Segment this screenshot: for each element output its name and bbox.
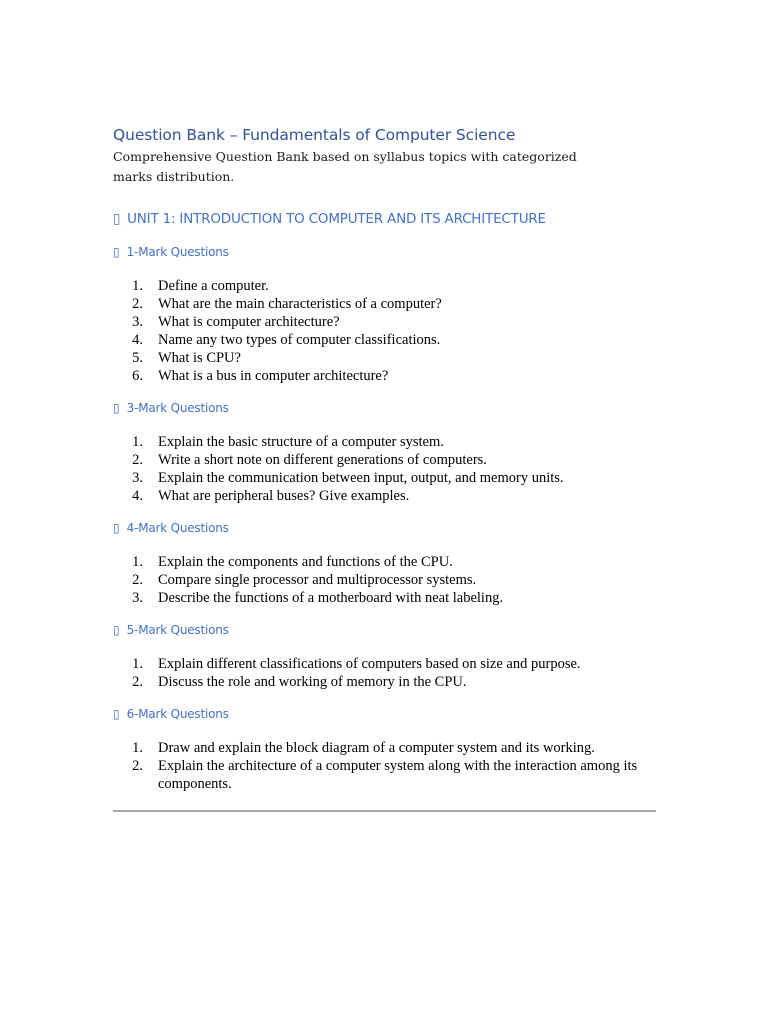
section-3-mark <box>113 399 658 505</box>
question-text: Write a short note on different generations of computers. <box>158 452 487 468</box>
list-item: 1. Explain the basic structure of a computer system. <box>132 434 444 450</box>
question-text: Explain the communication between input, output, and memory units. <box>158 470 564 486</box>
list-item: 2. What are the main characteristics of a computer? <box>132 296 442 312</box>
list-item: 1. Define a computer. <box>132 278 269 294</box>
list-item: 6. What is a bus in computer architecture? <box>132 368 389 384</box>
list-item: 2. Compare single processor and multiprocessor systems. <box>132 572 477 588</box>
question-list <box>113 277 658 385</box>
question-list <box>113 739 658 793</box>
list-item: 2. Explain the architecture of a computer system along with the interaction among its components. <box>132 758 638 792</box>
document-body <box>113 124 658 812</box>
section-glyph-icon: ▯ <box>113 623 120 637</box>
list-item: 1. Explain the components and functions of the CPU. <box>132 554 453 570</box>
question-text: Draw and explain the block diagram of a computer system and its working. <box>158 740 595 756</box>
question-text: Explain the basic structure of a computer system. <box>158 434 444 450</box>
section-6-mark <box>113 705 658 793</box>
list-item: 5. What is CPU? <box>132 350 241 366</box>
section-heading <box>113 399 658 417</box>
section-glyph-icon: ▯ <box>113 401 120 415</box>
question-list <box>113 553 658 607</box>
list-item: 4. Name any two types of computer classifications. <box>132 332 441 348</box>
question-text: Explain different classifications of computers based on size and purpose. <box>158 656 581 672</box>
document-title: Question Bank – Fundamentals of Computer Science <box>113 126 516 144</box>
section-heading <box>113 705 658 723</box>
section-heading <box>113 621 658 639</box>
section-heading <box>113 519 658 537</box>
section-heading-text: 5-Mark Questions <box>126 623 229 637</box>
list-item: 2. Write a short note on different generations of computers. <box>132 452 487 468</box>
question-list <box>113 655 658 691</box>
unit-heading <box>113 209 658 229</box>
question-text: What are the main characteristics of a computer? <box>158 296 442 312</box>
section-5-mark <box>113 621 658 691</box>
question-text: Discuss the role and working of memory in the CPU. <box>158 674 467 690</box>
question-text: Name any two types of computer classifications. <box>158 332 441 348</box>
question-text: Compare single processor and multiprocessor systems. <box>158 572 477 588</box>
question-text: Explain the components and functions of the CPU. <box>158 554 453 570</box>
question-text: Define a computer. <box>158 278 269 294</box>
question-text: Describe the functions of a motherboard with neat labeling. <box>158 590 504 606</box>
section-1-mark <box>113 243 658 385</box>
section-4-mark <box>113 519 658 607</box>
section-glyph-icon: ▯ <box>113 707 120 721</box>
question-text: What is computer architecture? <box>158 314 340 330</box>
question-text: What is CPU? <box>158 350 241 366</box>
list-item: 2. Discuss the role and working of memory in the CPU. <box>132 674 467 690</box>
question-text: Explain the architecture of a computer system along with the interaction among its components. <box>158 758 638 792</box>
list-item: 3. Describe the functions of a motherboard with neat labeling. <box>132 590 504 606</box>
section-heading-text: 3-Mark Questions <box>126 401 229 415</box>
list-item: 4. What are peripheral buses? Give examples. <box>132 488 410 504</box>
section-heading-text: 4-Mark Questions <box>126 521 229 535</box>
question-text: What are peripheral buses? Give examples. <box>158 488 410 504</box>
horizontal-rule <box>113 810 656 812</box>
section-heading-text: 1-Mark Questions <box>126 245 229 259</box>
list-item: 1. Draw and explain the block diagram of a computer system and its working. <box>132 740 595 756</box>
question-text: What is a bus in computer architecture? <box>158 368 389 384</box>
document-subtitle: Comprehensive Question Bank based on syllabus topics with categorized marks distribution. <box>113 149 577 184</box>
list-item: 1. Explain different classifications of computers based on size and purpose. <box>132 656 581 672</box>
section-heading-text: 6-Mark Questions <box>126 707 229 721</box>
question-list <box>113 433 658 505</box>
section-glyph-icon: ▯ <box>113 245 120 259</box>
list-item: 3. Explain the communication between input, output, and memory units. <box>132 470 564 486</box>
unit-glyph-icon: ▯ <box>113 211 121 227</box>
unit-heading-text: UNIT 1: INTRODUCTION TO COMPUTER AND ITS ARCHITECTURE <box>127 211 546 227</box>
section-glyph-icon: ▯ <box>113 521 120 535</box>
list-item: 3. What is computer architecture? <box>132 314 340 330</box>
section-heading <box>113 243 658 261</box>
